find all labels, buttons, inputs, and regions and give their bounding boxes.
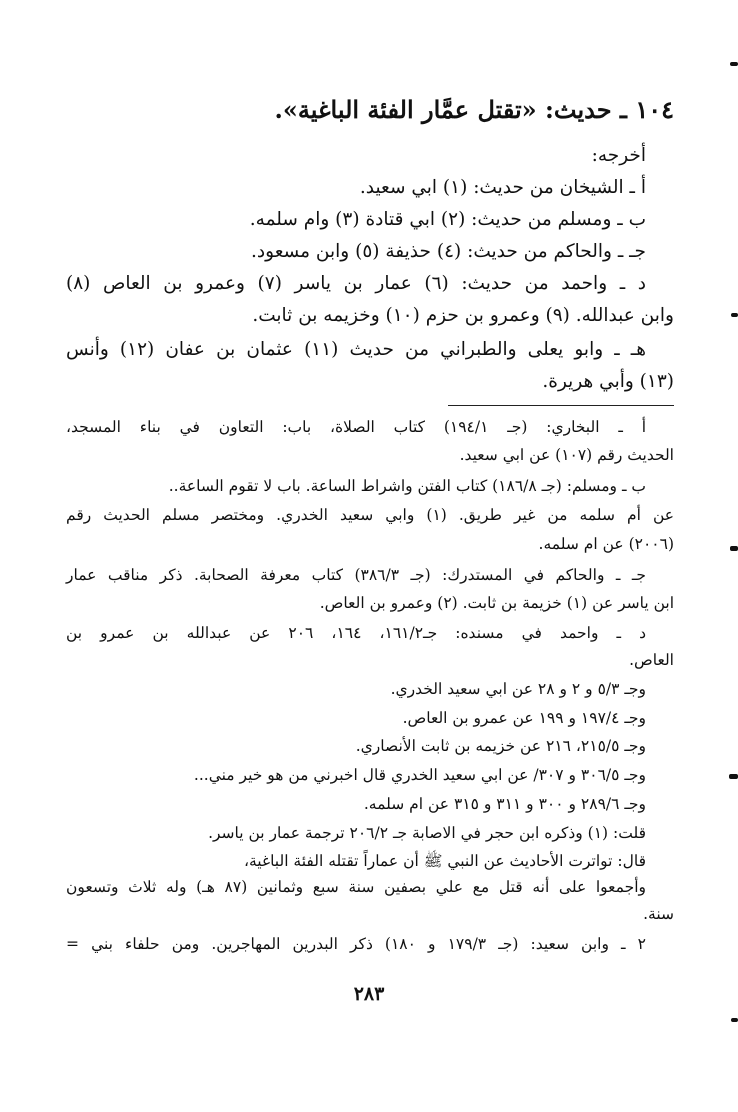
footnote-line-17: وأجمعوا على أنه قتل مع علي بصفين سنة سبع وثمانين (٨٧ هـ) وله ثلاث وتسعون	[66, 878, 646, 896]
footnote-line-15: قلت: (١) وذكره ابن حجر في الاصابة جـ ٢٠٦/٢ ترجمة عمار بن ياسر.	[208, 824, 646, 842]
scan-mark	[730, 62, 738, 66]
main-line-2: أ ـ الشيخان من حديث: (١) ابي سعيد.	[359, 177, 646, 198]
footnote-line-8: د ـ واحمد في مسنده: جـ١٦١/٢، ١٦٤، ٢٠٦ عن عبدالله بن عمرو بن	[66, 624, 646, 642]
footnote-line-7: ابن ياسر عن (١) خزيمة بن ثابت. (٢) وعمرو بن العاص.	[319, 594, 674, 612]
scan-mark	[729, 774, 738, 779]
footnote-line-5: (٢٠٠٦) عن ام سلمه.	[538, 535, 674, 553]
footnote-line-1: أ ـ البخاري: (جـ ١٩٤/١) كتاب الصلاة، باب: التعاون في بناء المسجد،	[66, 418, 646, 436]
main-line-1: أخرجه:	[591, 145, 646, 166]
footnote-line-18: سنة.	[643, 905, 674, 923]
footnote-line-6: جـ ـ والحاكم في المستدرك: (جـ ٣٨٦/٣) كتاب معرفة الصحابة. ذكر مناقب عمار	[66, 566, 646, 584]
footnote-line-2: الحديث رقم (١٠٧) عن ابي سعيد.	[459, 446, 674, 464]
scan-mark	[731, 313, 738, 317]
main-line-5: د ـ واحمد من حديث: (٦) عمار بن ياسر (٧) وعمرو بن العاص (٨)	[66, 273, 646, 294]
footnote-line-14: وجـ ٢٨٩/٦ و ٣٠٠ و ٣١١ و ٣١٥ عن ام سلمه.	[363, 795, 646, 813]
main-line-6: وابن عبدالله. (٩) وعمرو بن حزم (١٠) وخزيمه بن ثابت.	[252, 305, 674, 326]
scan-mark	[730, 546, 738, 551]
footnote-line-12: وجـ ٢١٥/٥، ٢١٦ عن خزيمه بن ثابت الأنصاري.	[355, 737, 646, 755]
scan-mark	[731, 1018, 738, 1022]
footnote-line-11: وجـ ١٩٧/٤ و ١٩٩ عن عمرو بن العاص.	[402, 709, 646, 727]
footnote-line-4: عن أم سلمه من غير طريق. (١) وابي سعيد الخدري. ومختصر مسلم الحديث رقم	[66, 506, 674, 524]
page-number: ٢٨٣	[353, 983, 385, 1005]
main-line-4: جـ ـ والحاكم من حديث: (٤) حذيفة (٥) وابن مسعود.	[251, 241, 646, 262]
main-line-7: هـ ـ وابو يعلى والطبراني من حديث (١١) عثمان بن عفان (١٢) وأنس	[66, 339, 646, 360]
footnote-line-3: ب ـ ومسلم: (جـ ١٨٦/٨) كتاب الفتن واشراط الساعة. باب لا تقوم الساعة..	[168, 477, 646, 495]
footnote-line-9: العاص.	[629, 651, 674, 669]
footnote-line-19: ٢ ـ وابن سعيد: (جـ ١٧٩/٣ و ١٨٠) ذكر البدرين المهاجرين. ومن حلفاء بني =	[66, 935, 646, 953]
footnote-separator	[448, 405, 674, 406]
main-line-3: ب ـ ومسلم من حديث: (٢) ابي قتادة (٣) وام سلمه.	[249, 209, 646, 230]
footnote-line-13: وجـ ٣٠٦/٥ و ٣٠٧/ عن ابي سعيد الخدري قال اخبرني من هو خير مني...	[193, 766, 646, 784]
hadith-heading: ١٠٤ ـ حديث: «تقتل عمَّار الفئة الباغية».	[274, 95, 674, 124]
footnote-line-16: قال: تواترت الأحاديث عن النبي ﷺ أن عماراً تقتله الفئة الباغية،	[243, 852, 646, 870]
main-line-8: (١٣) وأبي هريرة.	[542, 371, 674, 392]
footnote-line-10: وجـ ٥/٣ و ٢ و ٢٨ عن ابي سعيد الخدري.	[390, 680, 646, 698]
